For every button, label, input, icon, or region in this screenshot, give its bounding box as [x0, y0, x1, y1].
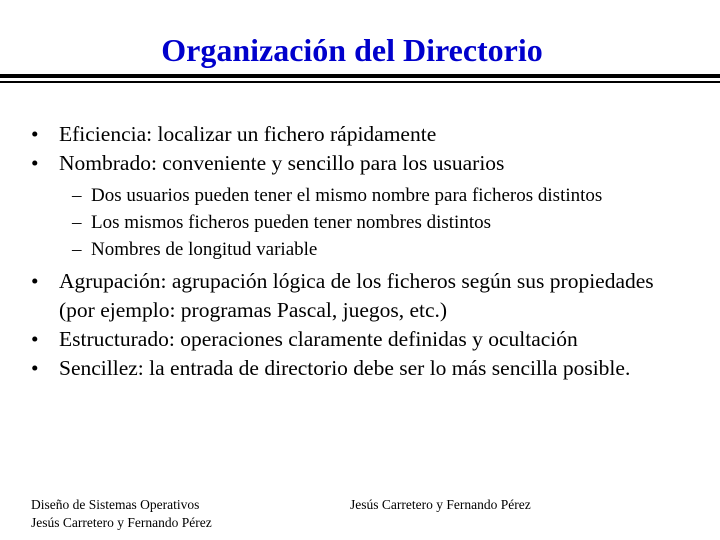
sub-bullet-item — [0, 182, 720, 209]
footer-right-authors: Jesús Carretero y Fernando Pérez — [350, 497, 531, 512]
bullet-mark: • — [31, 356, 39, 380]
sub-bullet-text: Los mismos ficheros pueden tener nombres distintos — [91, 212, 491, 233]
sub-bullet-item — [0, 236, 720, 263]
footer-course-title: Diseño de Sistemas Operativos — [31, 497, 200, 512]
bullet-text: Sencillez: la entrada de directorio debe ser lo más sencilla posible. — [59, 356, 631, 380]
bullet-item — [0, 267, 659, 325]
title-underline-thick — [0, 74, 720, 78]
bullet-mark: • — [31, 122, 39, 146]
footer-authors: Jesús Carretero y Fernando Pérez — [31, 515, 212, 530]
bullet-item — [0, 354, 659, 383]
sub-bullet-mark: – — [72, 212, 82, 233]
sub-bullet-mark: – — [72, 185, 82, 206]
sub-bullet-item — [0, 209, 720, 236]
title-underline-thin — [0, 81, 720, 83]
bullet-mark: • — [31, 327, 39, 351]
bullet-text: Nombrado: conveniente y sencillo para los usuarios — [59, 151, 505, 175]
sub-bullet-text: Nombres de longitud variable — [91, 239, 318, 260]
slide-content — [0, 120, 720, 383]
slide-title: Organización del Directorio — [161, 32, 543, 68]
bullet-text: Agrupación: agrupación lógica de los ficheros según sus propiedades (por ejemplo: programas Pascal, juegos, etc.) — [59, 269, 654, 322]
bullet-item — [0, 325, 659, 354]
footer-left — [31, 496, 212, 532]
bullet-mark: • — [31, 151, 39, 175]
sub-bullet-mark: – — [72, 239, 82, 260]
bullet-text: Estructurado: operaciones claramente definidas y ocultación — [59, 327, 578, 351]
bullet-item — [0, 149, 659, 178]
bullet-mark: • — [31, 269, 39, 293]
bullet-text: Eficiencia: localizar un fichero rápidamente — [59, 122, 437, 146]
sub-bullet-text: Dos usuarios pueden tener el mismo nombre para ficheros distintos — [91, 185, 603, 206]
bullet-item — [0, 120, 659, 149]
